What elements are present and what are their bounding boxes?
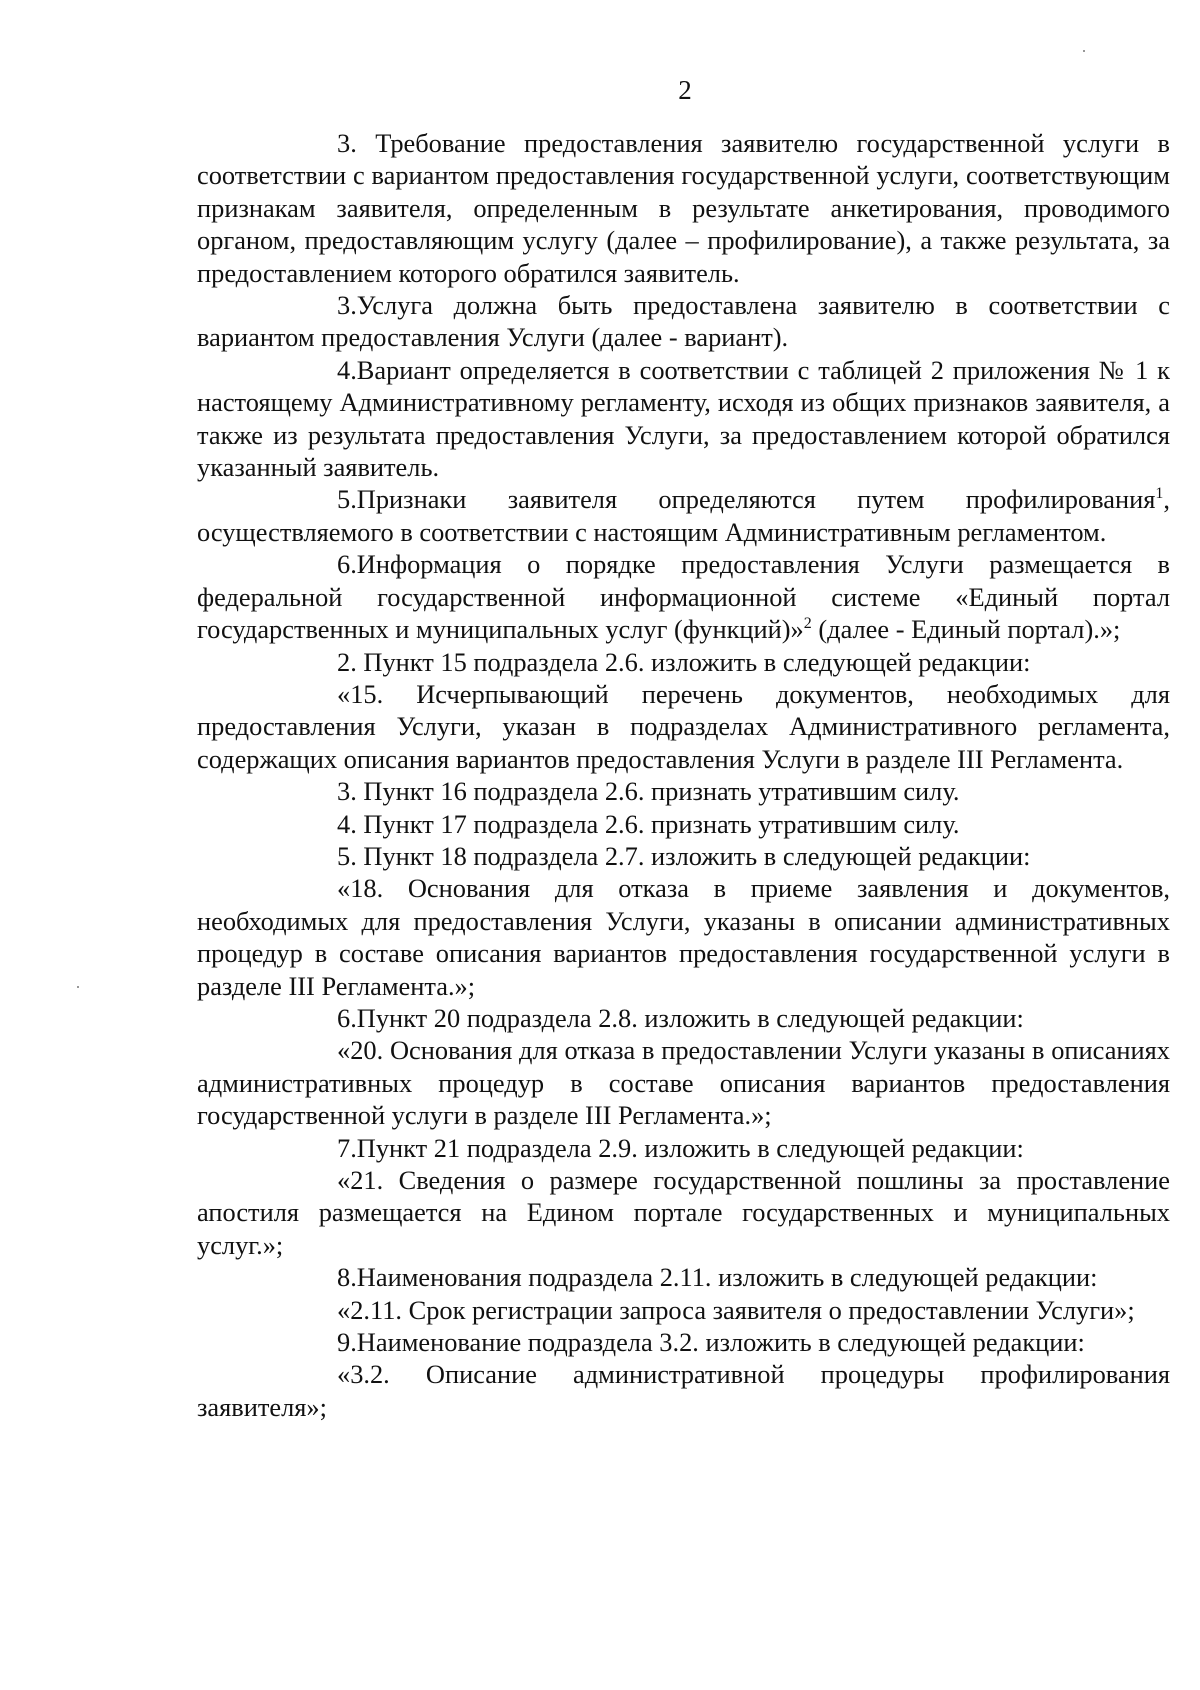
footnote-marker: 2 xyxy=(803,615,812,633)
paragraph-text: Пункт 17 подраздела 2.6. признать утратившим силу. xyxy=(363,808,960,839)
paragraph-text: Основания для отказа в приеме заявления и документов, необходимых для предоставления Услуги, указаны в описании административных процедур в составе описания вариантов предоставления государственной услуги в разделе III Регламента.»; xyxy=(197,873,1170,1001)
paragraph-number: «20. xyxy=(337,1035,384,1066)
paragraph-text: Наименование подраздела 3.2. изложить в следующей редакции: xyxy=(356,1327,1085,1358)
footnote-marker: 1 xyxy=(1155,485,1164,503)
paragraph-text: Информация о порядке предоставления Услуги размещается в федеральной государственной информационной системе «Единый портал государственных и муниципальных услуг (функций)» xyxy=(197,549,1170,645)
paragraph-amendment-item-20 xyxy=(197,1002,1170,1034)
paragraph-number: 5. xyxy=(337,484,357,515)
paragraph-number: «21. xyxy=(337,1165,384,1195)
paragraph-service-variant xyxy=(197,289,1170,354)
paragraph-amendment-item-21 xyxy=(197,1132,1170,1164)
paragraph-text: Требование предоставления заявителю государственной услуги в соответствии с вариантом предоставления государственной услуги, соответствующим признакам заявителя, определенным в результате анкетирования, проводимого органом, предоставляющим услугу (далее – профилирование), а также результата, за предоставлением которого обратился заявитель. xyxy=(197,128,1170,288)
paragraph-subsection-2-11-title xyxy=(197,1294,1170,1326)
paragraph-applicant-features xyxy=(197,483,1170,548)
paragraph-text: Исчерпывающий перечень документов, необходимых для предоставления Услуги, указан в подразделах Административного регламента, содержащих описания вариантов предоставления Услуги в разделе III Регламента. xyxy=(197,678,1170,774)
paragraph-amendment-subsection-3-2 xyxy=(197,1326,1170,1358)
paragraph-text: Пункт 16 подраздела 2.6. признать утратившим силу. xyxy=(363,776,960,807)
paragraph-text: Услуга должна быть предоставлена заявителю в соответствии с вариантом предоставления Услуги (далее - вариант). xyxy=(197,290,1170,353)
paragraph-number: 3. xyxy=(337,776,357,807)
paragraph-text: Сведения о размере государственной пошлины за проставление апостиля размещается на Едином портале государственных и муниципальных услуг.»; xyxy=(197,1165,1170,1260)
paragraph-information-portal xyxy=(197,548,1170,645)
paragraph-item-21-text xyxy=(197,1164,1170,1261)
paragraph-number: 4. xyxy=(337,808,357,839)
page-number: 2 xyxy=(678,75,692,105)
paragraph-text: Вариант определяется в соответствии с таблицей 2 приложения № 1 к настоящему Административному регламенту, исходя из общих признаков заявителя, а также из результата предоставления Услуги, за предоставлением которой обратился указанный заявитель. xyxy=(197,354,1170,483)
paragraph-number: 9. xyxy=(337,1327,357,1358)
paragraph-text: Наименования подраздела 2.11. изложить в следующей редакции: xyxy=(356,1262,1098,1293)
paragraph-item-20-text xyxy=(197,1034,1170,1131)
paragraph-item-18-text xyxy=(197,872,1170,1002)
paragraph-number: «3.2. xyxy=(337,1359,390,1390)
paragraph-variant-determination xyxy=(197,354,1170,484)
paragraph-text: Пункт 18 подраздела 2.7. изложить в следующей редакции: xyxy=(363,840,1031,871)
paragraph-amendment-subsection-2-11 xyxy=(197,1261,1170,1293)
paragraph-item-15-text xyxy=(197,678,1170,775)
paragraph-text: Пункт 20 подраздела 2.8. изложить в следующей редакции: xyxy=(356,1002,1024,1033)
paragraph-text-continued: , осуществляемого в соответствии с настоящим Административным регламентом. xyxy=(197,484,1170,547)
paragraph-amendment-item-17 xyxy=(197,808,1170,840)
scan-speck xyxy=(1083,50,1085,52)
document-body xyxy=(197,127,1170,1423)
paragraph-text: Пункт 21 подраздела 2.9. изложить в следующей редакции: xyxy=(356,1132,1024,1163)
paragraph-text: Основания для отказа в предоставлении Услуги указаны в описаниях административных процедур в составе описания вариантов предоставления государственной услуги в разделе III Регламента.»; xyxy=(197,1035,1170,1131)
paragraph-text: Срок регистрации запроса заявителя о предоставлении Услуги»; xyxy=(408,1294,1135,1325)
paragraph-number: 2. xyxy=(337,646,357,677)
paragraph-number: «18. xyxy=(337,873,384,904)
paragraph-text: Описание административной процедуры профилирования заявителя»; xyxy=(197,1359,1170,1422)
paragraph-number: 3. xyxy=(337,128,357,158)
paragraph-text: Пункт 15 подраздела 2.6. изложить в следующей редакции: xyxy=(363,646,1031,677)
paragraph-number: «15. xyxy=(337,678,384,709)
paragraph-number: 6. xyxy=(337,1002,357,1033)
paragraph-number: 4. xyxy=(337,354,357,385)
paragraph-subsection-3-2-title xyxy=(197,1358,1170,1423)
paragraph-number: 5. xyxy=(337,840,357,871)
paragraph-amendment-item-18 xyxy=(197,840,1170,872)
paragraph-number: 8. xyxy=(337,1262,357,1293)
paragraph-amendment-item-16 xyxy=(197,775,1170,807)
paragraph-text-continued: (далее - Единый портал).»; xyxy=(811,614,1121,645)
paragraph-number: 6. xyxy=(337,549,357,580)
paragraph-text: Признаки заявителя определяются путем профилирования xyxy=(356,484,1156,515)
paragraph-number: 3. xyxy=(337,290,357,321)
scan-speck xyxy=(77,986,79,988)
paragraph-number: 7. xyxy=(337,1132,357,1163)
paragraph-amendment-item-15 xyxy=(197,646,1170,678)
paragraph-number: «2.11. xyxy=(337,1294,402,1325)
paragraph-requirement xyxy=(197,127,1170,289)
